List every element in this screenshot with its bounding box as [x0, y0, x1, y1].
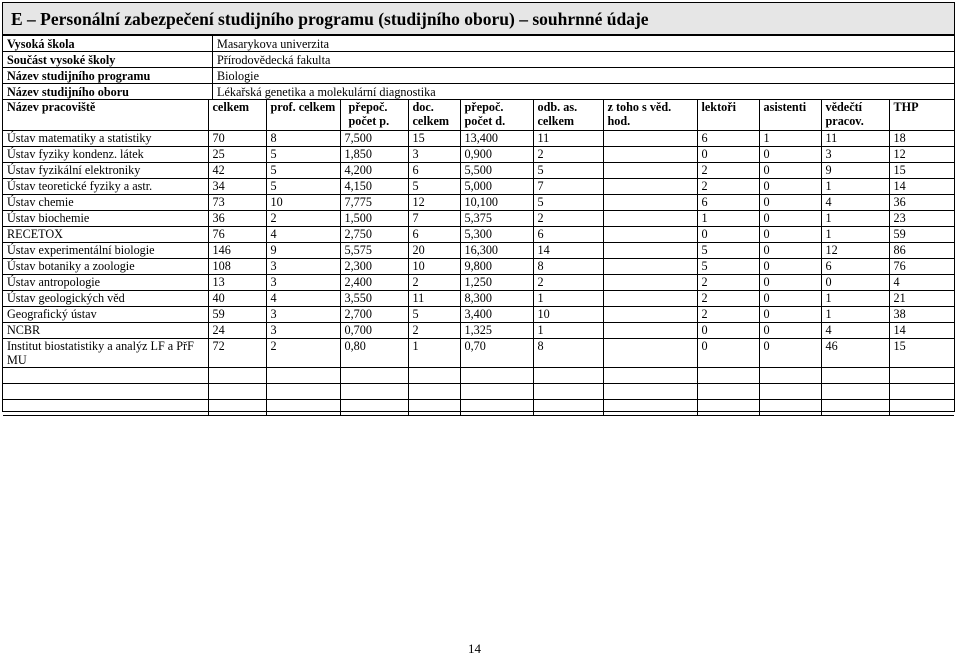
workplace-name-cell: RECETOX: [3, 227, 208, 243]
workplace-name-cell: Ústav experimentální biologie: [3, 243, 208, 259]
value-cell: 7: [408, 211, 460, 227]
workplace-name-cell: Ústav biochemie: [3, 211, 208, 227]
value-cell: 1: [533, 291, 603, 307]
value-cell: 1: [821, 179, 889, 195]
empty-cell: [889, 400, 954, 416]
workplace-name-cell: Institut biostatistiky a analýz LF a PřF MU: [3, 339, 208, 368]
value-cell: 9: [266, 243, 340, 259]
value-cell: 1: [697, 211, 759, 227]
value-cell: 6: [533, 227, 603, 243]
table-row: [3, 211, 954, 227]
column-header: přepoč. počet p.: [340, 100, 408, 131]
info-row: [3, 36, 954, 52]
value-cell: 5: [408, 179, 460, 195]
value-cell: 0: [759, 275, 821, 291]
value-cell: 4,150: [340, 179, 408, 195]
value-cell: 3: [266, 323, 340, 339]
column-header: přepoč. počet d.: [460, 100, 533, 131]
value-cell: 0: [821, 275, 889, 291]
value-cell: 5: [697, 243, 759, 259]
title-bar: [3, 3, 954, 35]
column-header: lektoři: [697, 100, 759, 131]
value-cell: 24: [208, 323, 266, 339]
info-value: Biologie: [213, 68, 955, 84]
workplace-name-cell: Ústav teoretické fyziky a astr.: [3, 179, 208, 195]
value-cell: 10: [533, 307, 603, 323]
table-row: [3, 227, 954, 243]
info-value: Lékařská genetika a molekulární diagnostika: [213, 84, 955, 100]
empty-cell: [889, 368, 954, 384]
empty-cell: [460, 368, 533, 384]
value-cell: [603, 211, 697, 227]
value-cell: 2: [697, 275, 759, 291]
value-cell: 7,500: [340, 131, 408, 147]
empty-row: [3, 400, 954, 416]
value-cell: 1: [408, 339, 460, 368]
value-cell: 2: [697, 179, 759, 195]
value-cell: 1,500: [340, 211, 408, 227]
value-cell: 0: [759, 323, 821, 339]
table-row: [3, 259, 954, 275]
empty-cell: [697, 368, 759, 384]
column-header: z toho s věd. hod.: [603, 100, 697, 131]
value-cell: 8: [533, 259, 603, 275]
value-cell: 76: [889, 259, 954, 275]
value-cell: 108: [208, 259, 266, 275]
value-cell: 42: [208, 163, 266, 179]
value-cell: 0,80: [340, 339, 408, 368]
empty-cell: [533, 400, 603, 416]
value-cell: 0,700: [340, 323, 408, 339]
workplace-name-cell: Ústav geologických věd: [3, 291, 208, 307]
value-cell: 1: [821, 307, 889, 323]
empty-cell: [208, 384, 266, 400]
value-cell: 15: [408, 131, 460, 147]
value-cell: [603, 259, 697, 275]
value-cell: 5,575: [340, 243, 408, 259]
value-cell: 8,300: [460, 291, 533, 307]
value-cell: 2: [266, 339, 340, 368]
personnel-summary-form: [2, 2, 955, 412]
value-cell: 3: [266, 307, 340, 323]
value-cell: 9,800: [460, 259, 533, 275]
value-cell: 4: [266, 291, 340, 307]
empty-cell: [3, 400, 208, 416]
value-cell: 5: [533, 195, 603, 211]
value-cell: 0: [759, 163, 821, 179]
value-cell: 4: [821, 195, 889, 211]
value-cell: 6: [697, 195, 759, 211]
table-row: [3, 275, 954, 291]
value-cell: 72: [208, 339, 266, 368]
value-cell: 14: [533, 243, 603, 259]
empty-cell: [3, 384, 208, 400]
value-cell: [603, 243, 697, 259]
value-cell: 0: [759, 339, 821, 368]
table-row: [3, 195, 954, 211]
table-row: [3, 323, 954, 339]
workplace-name-cell: Geografický ústav: [3, 307, 208, 323]
workplace-name-cell: Ústav chemie: [3, 195, 208, 211]
empty-cell: [603, 384, 697, 400]
empty-row: [3, 384, 954, 400]
value-cell: 10: [408, 259, 460, 275]
workplace-name-cell: Ústav botaniky a zoologie: [3, 259, 208, 275]
table-row: [3, 179, 954, 195]
value-cell: 0: [759, 307, 821, 323]
value-cell: 11: [408, 291, 460, 307]
empty-cell: [821, 400, 889, 416]
value-cell: 9: [821, 163, 889, 179]
empty-cell: [821, 368, 889, 384]
value-cell: 5,000: [460, 179, 533, 195]
info-label: Součást vysoké školy: [3, 52, 213, 68]
empty-cell: [460, 400, 533, 416]
empty-cell: [821, 384, 889, 400]
value-cell: 59: [208, 307, 266, 323]
empty-cell: [533, 368, 603, 384]
value-cell: 6: [697, 131, 759, 147]
info-row: [3, 84, 954, 100]
empty-cell: [603, 400, 697, 416]
value-cell: 70: [208, 131, 266, 147]
value-cell: 5,500: [460, 163, 533, 179]
value-cell: 0: [759, 195, 821, 211]
table-row: [3, 243, 954, 259]
value-cell: 5: [697, 259, 759, 275]
value-cell: 0: [697, 323, 759, 339]
info-row: [3, 68, 954, 84]
empty-cell: [759, 384, 821, 400]
value-cell: [603, 323, 697, 339]
value-cell: 38: [889, 307, 954, 323]
value-cell: 6: [408, 163, 460, 179]
value-cell: 2: [697, 291, 759, 307]
workplace-name-cell: NCBR: [3, 323, 208, 339]
value-cell: 11: [533, 131, 603, 147]
value-cell: 11: [821, 131, 889, 147]
empty-cell: [759, 368, 821, 384]
value-cell: 25: [208, 147, 266, 163]
workplace-name-cell: Ústav fyziky kondenz. látek: [3, 147, 208, 163]
value-cell: 3: [266, 259, 340, 275]
value-cell: 7,775: [340, 195, 408, 211]
value-cell: [603, 131, 697, 147]
value-cell: 14: [889, 179, 954, 195]
value-cell: 0: [759, 211, 821, 227]
value-cell: 13: [208, 275, 266, 291]
value-cell: 3: [821, 147, 889, 163]
value-cell: 36: [889, 195, 954, 211]
value-cell: 1: [759, 131, 821, 147]
empty-cell: [697, 400, 759, 416]
workplace-name-cell: Ústav antropologie: [3, 275, 208, 291]
empty-cell: [759, 400, 821, 416]
column-header: vědečtí pracov.: [821, 100, 889, 131]
table-row: [3, 131, 954, 147]
value-cell: 2,300: [340, 259, 408, 275]
value-cell: 6: [821, 259, 889, 275]
value-cell: 0: [697, 227, 759, 243]
info-label: Název studijního programu: [3, 68, 213, 84]
table-header-row: [3, 100, 954, 131]
value-cell: 0: [759, 179, 821, 195]
info-label: Vysoká škola: [3, 36, 213, 52]
value-cell: 5: [266, 179, 340, 195]
value-cell: 0: [759, 147, 821, 163]
value-cell: 146: [208, 243, 266, 259]
value-cell: 4: [821, 323, 889, 339]
table-row: [3, 147, 954, 163]
value-cell: 1,850: [340, 147, 408, 163]
value-cell: 2: [408, 275, 460, 291]
value-cell: 2,700: [340, 307, 408, 323]
column-header: THP: [889, 100, 954, 131]
program-info-table: [3, 35, 954, 100]
value-cell: 10,100: [460, 195, 533, 211]
value-cell: 0: [697, 339, 759, 368]
column-header: celkem: [208, 100, 266, 131]
workplace-name-cell: Ústav matematiky a statistiky: [3, 131, 208, 147]
value-cell: [603, 275, 697, 291]
column-header: prof. celkem: [266, 100, 340, 131]
value-cell: 2: [266, 211, 340, 227]
value-cell: [603, 307, 697, 323]
info-row: [3, 52, 954, 68]
value-cell: 5: [408, 307, 460, 323]
value-cell: 23: [889, 211, 954, 227]
column-header: doc. celkem: [408, 100, 460, 131]
value-cell: 5: [266, 163, 340, 179]
table-row: [3, 163, 954, 179]
value-cell: 13,400: [460, 131, 533, 147]
value-cell: 8: [533, 339, 603, 368]
page-title: E – Personální zabezpečení studijního programu (studijního oboru) – souhrnné údaje: [11, 9, 649, 29]
value-cell: 86: [889, 243, 954, 259]
value-cell: 46: [821, 339, 889, 368]
table-row: [3, 307, 954, 323]
value-cell: 12: [889, 147, 954, 163]
info-value: Přírodovědecká fakulta: [213, 52, 955, 68]
value-cell: 4: [266, 227, 340, 243]
value-cell: 8: [266, 131, 340, 147]
value-cell: 3,400: [460, 307, 533, 323]
value-cell: 4,200: [340, 163, 408, 179]
empty-cell: [266, 368, 340, 384]
value-cell: 18: [889, 131, 954, 147]
value-cell: 59: [889, 227, 954, 243]
value-cell: [603, 339, 697, 368]
page-number: 14: [468, 641, 481, 656]
value-cell: 20: [408, 243, 460, 259]
value-cell: 12: [408, 195, 460, 211]
value-cell: 2: [697, 307, 759, 323]
empty-cell: [266, 400, 340, 416]
value-cell: 5: [533, 163, 603, 179]
value-cell: [603, 147, 697, 163]
empty-cell: [460, 384, 533, 400]
value-cell: 0,70: [460, 339, 533, 368]
value-cell: 3,550: [340, 291, 408, 307]
value-cell: 14: [889, 323, 954, 339]
column-header: odb. as. celkem: [533, 100, 603, 131]
empty-cell: [208, 368, 266, 384]
workplace-name-cell: Ústav fyzikální elektroniky: [3, 163, 208, 179]
value-cell: 12: [821, 243, 889, 259]
value-cell: 3: [266, 275, 340, 291]
empty-cell: [533, 384, 603, 400]
value-cell: 40: [208, 291, 266, 307]
value-cell: 34: [208, 179, 266, 195]
value-cell: 15: [889, 163, 954, 179]
value-cell: 0: [759, 291, 821, 307]
empty-cell: [603, 368, 697, 384]
value-cell: [603, 179, 697, 195]
empty-cell: [266, 384, 340, 400]
value-cell: 5: [266, 147, 340, 163]
empty-row: [3, 368, 954, 384]
value-cell: 76: [208, 227, 266, 243]
value-cell: 5,300: [460, 227, 533, 243]
empty-cell: [408, 384, 460, 400]
value-cell: [603, 195, 697, 211]
info-value: Masarykova univerzita: [213, 36, 955, 52]
value-cell: [603, 163, 697, 179]
empty-cell: [3, 368, 208, 384]
empty-cell: [889, 384, 954, 400]
value-cell: 0: [759, 227, 821, 243]
value-cell: 1,325: [460, 323, 533, 339]
value-cell: 2: [408, 323, 460, 339]
column-header: asistenti: [759, 100, 821, 131]
table-row: [3, 291, 954, 307]
value-cell: 2: [533, 211, 603, 227]
value-cell: 2: [533, 275, 603, 291]
value-cell: 0: [759, 243, 821, 259]
value-cell: 1,250: [460, 275, 533, 291]
value-cell: 1: [821, 227, 889, 243]
value-cell: 10: [266, 195, 340, 211]
value-cell: 0: [759, 259, 821, 275]
info-label: Název studijního oboru: [3, 84, 213, 100]
value-cell: 5,375: [460, 211, 533, 227]
empty-cell: [408, 400, 460, 416]
value-cell: 2,750: [340, 227, 408, 243]
empty-cell: [408, 368, 460, 384]
value-cell: 2: [697, 163, 759, 179]
value-cell: [603, 227, 697, 243]
value-cell: [603, 291, 697, 307]
table-row: [3, 339, 954, 368]
value-cell: 0: [697, 147, 759, 163]
value-cell: 7: [533, 179, 603, 195]
empty-cell: [340, 400, 408, 416]
value-cell: 3: [408, 147, 460, 163]
value-cell: 1: [821, 291, 889, 307]
value-cell: 4: [889, 275, 954, 291]
value-cell: 16,300: [460, 243, 533, 259]
value-cell: 15: [889, 339, 954, 368]
empty-cell: [340, 368, 408, 384]
staff-table: [3, 99, 954, 416]
value-cell: 73: [208, 195, 266, 211]
empty-cell: [697, 384, 759, 400]
empty-cell: [208, 400, 266, 416]
value-cell: 6: [408, 227, 460, 243]
column-header: Název pracoviště: [3, 100, 208, 131]
value-cell: 21: [889, 291, 954, 307]
value-cell: 2,400: [340, 275, 408, 291]
value-cell: 36: [208, 211, 266, 227]
value-cell: 1: [821, 211, 889, 227]
empty-cell: [340, 384, 408, 400]
value-cell: 0,900: [460, 147, 533, 163]
value-cell: 2: [533, 147, 603, 163]
value-cell: 1: [533, 323, 603, 339]
